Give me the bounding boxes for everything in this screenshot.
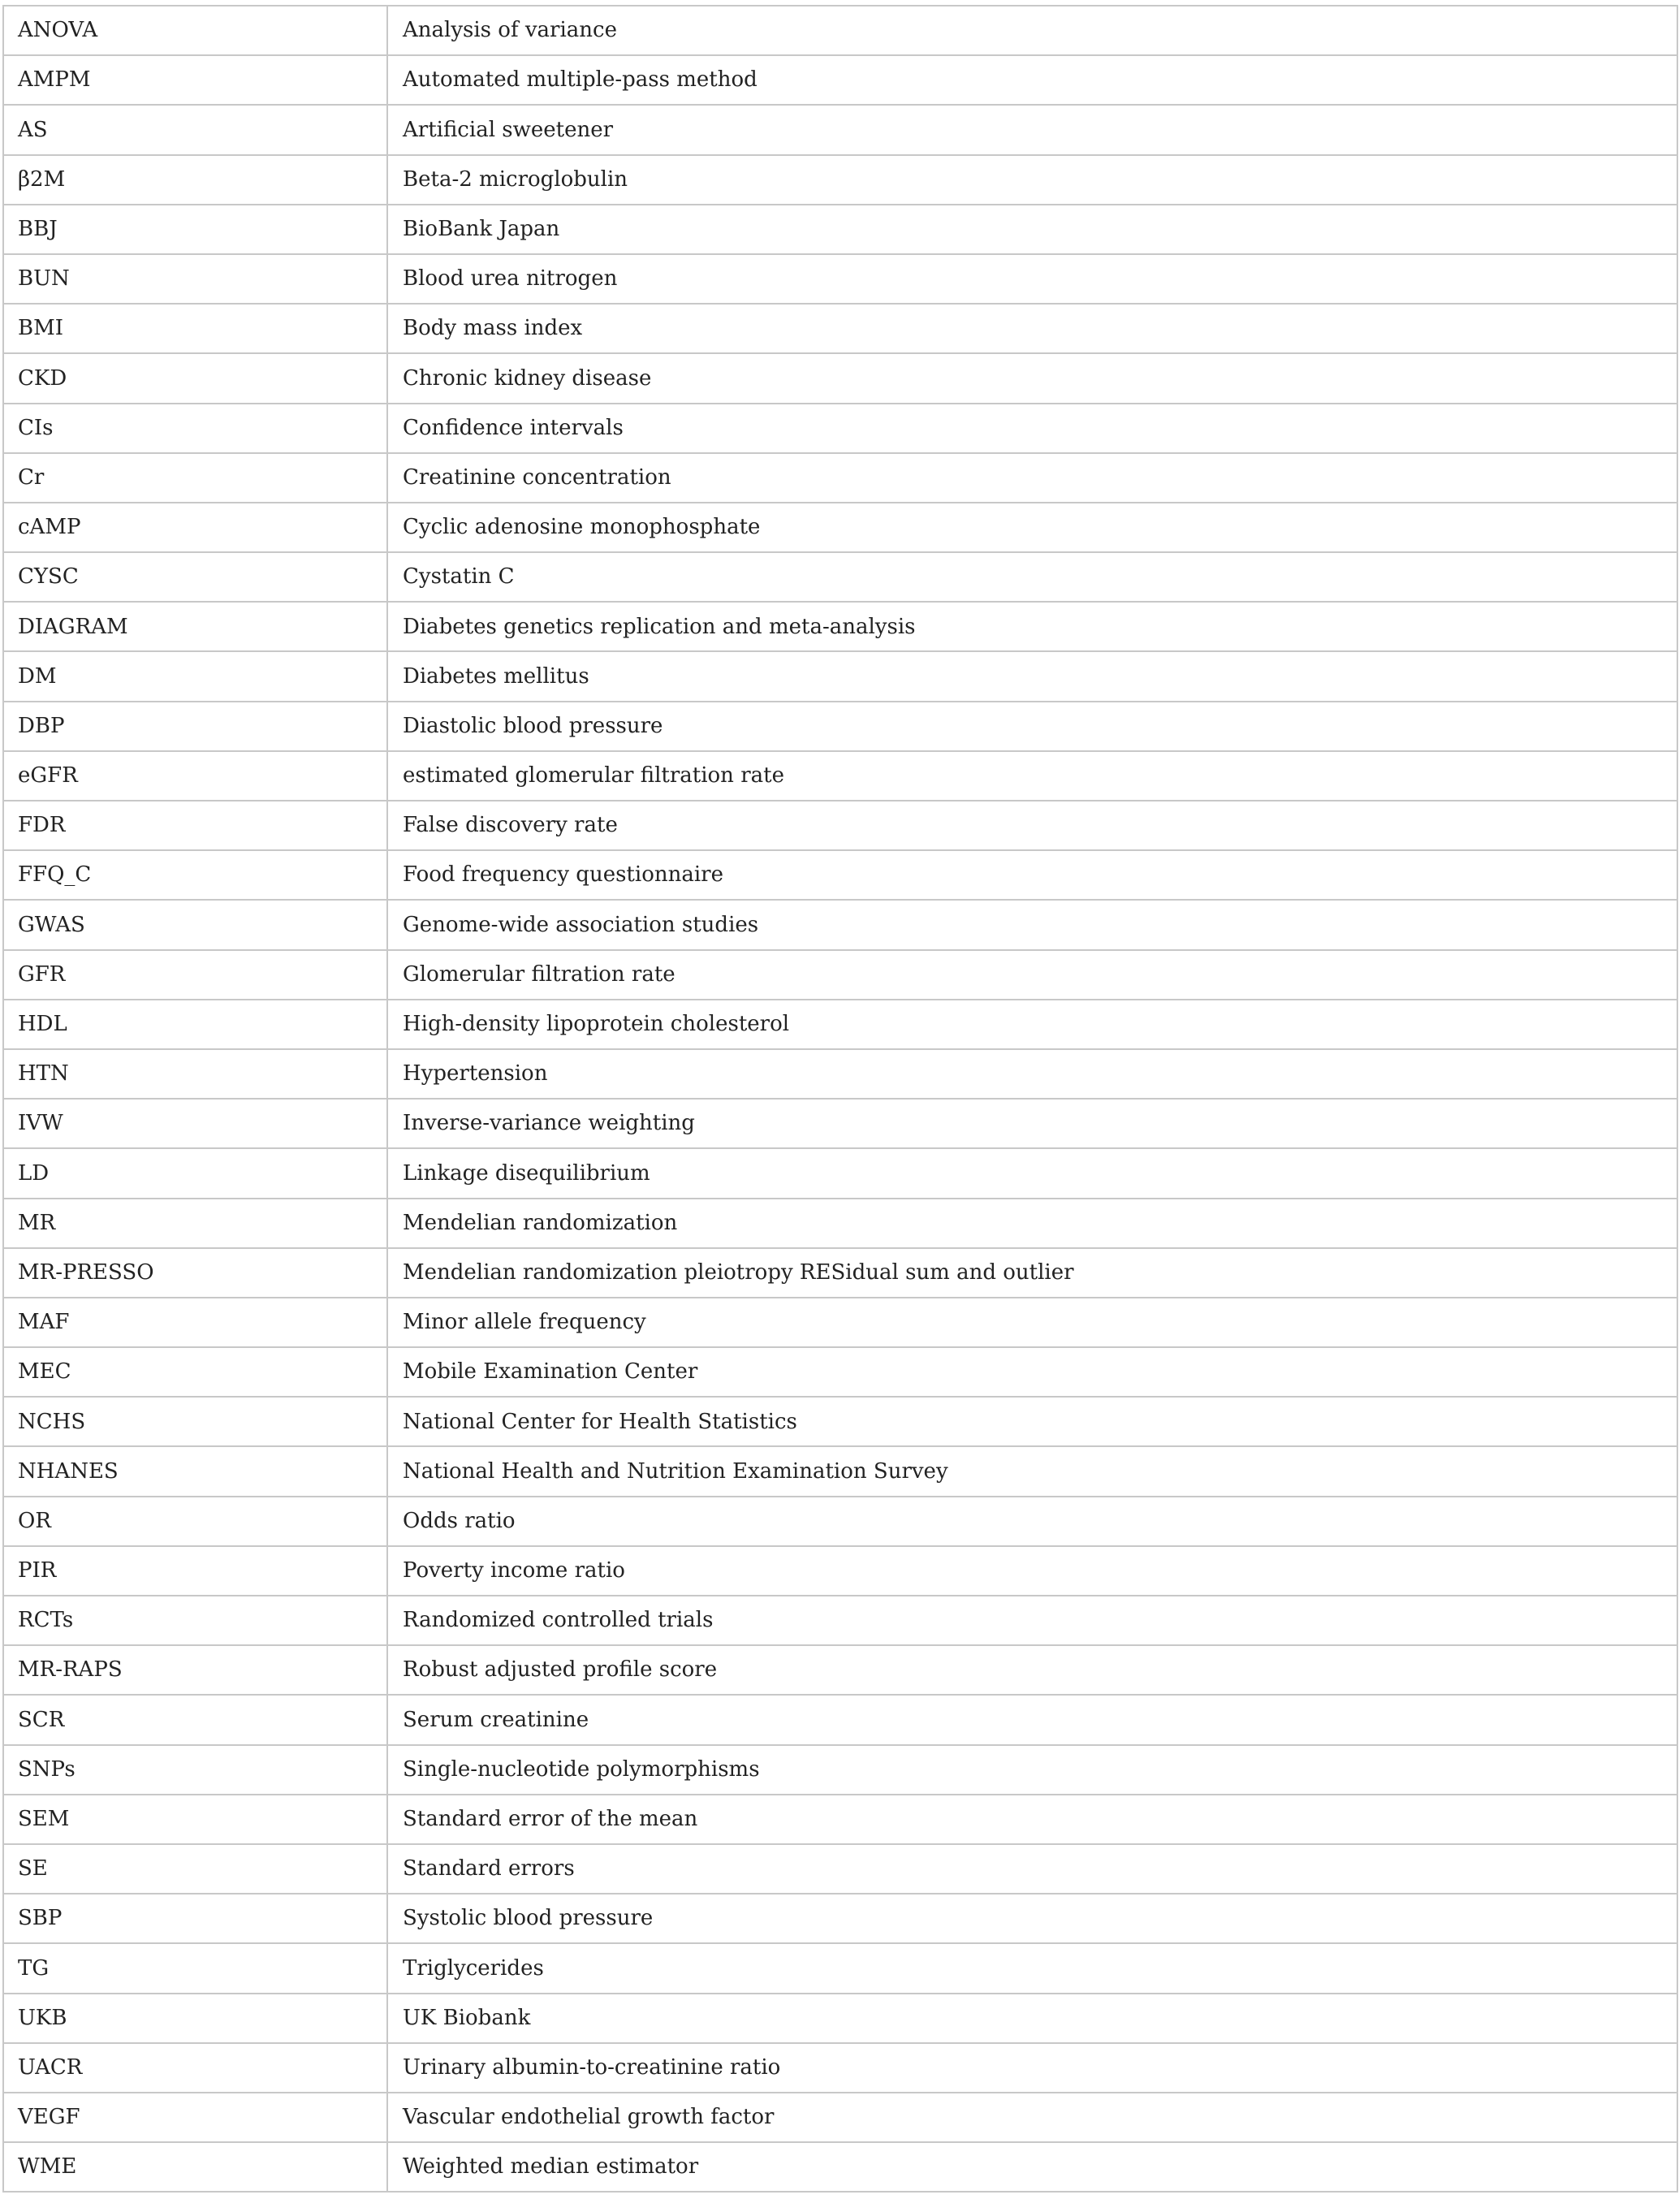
table-row xyxy=(3,1199,1677,1248)
table-row xyxy=(3,1497,1677,1546)
abbreviation-cell: SE xyxy=(3,1844,387,1894)
abbreviation-cell: DBP xyxy=(3,702,387,751)
definition-cell: False discovery rate xyxy=(387,801,1677,850)
abbreviation-cell: MAF xyxy=(3,1298,387,1347)
abbreviation-cell: MR-PRESSO xyxy=(3,1248,387,1298)
abbreviation-cell: HDL xyxy=(3,1000,387,1049)
definition-cell: Triglycerides xyxy=(387,1943,1677,1993)
table-row xyxy=(3,602,1677,651)
definition-cell: Genome-wide association studies xyxy=(387,900,1677,949)
definition-cell: Cyclic adenosine monophosphate xyxy=(387,503,1677,552)
definition-cell: Chronic kidney disease xyxy=(387,353,1677,403)
definition-cell: High-density lipoprotein cholesterol xyxy=(387,1000,1677,1049)
definition-cell: Glomerular filtration rate xyxy=(387,950,1677,1000)
table-row xyxy=(3,2142,1677,2192)
definition-cell: Weighted median estimator xyxy=(387,2142,1677,2192)
table-row xyxy=(3,1000,1677,1049)
definition-cell: Diastolic blood pressure xyxy=(387,702,1677,751)
definition-cell: Standard error of the mean xyxy=(387,1795,1677,1844)
table-row xyxy=(3,503,1677,552)
abbreviation-cell: CKD xyxy=(3,353,387,403)
definition-cell: Robust adjusted profile score xyxy=(387,1645,1677,1695)
table-row xyxy=(3,2093,1677,2142)
definition-cell: National Health and Nutrition Examination Survey xyxy=(387,1446,1677,1496)
table-row xyxy=(3,2043,1677,2093)
abbreviation-cell: NHANES xyxy=(3,1446,387,1496)
table-row xyxy=(3,105,1677,154)
definition-cell: Cystatin C xyxy=(387,552,1677,602)
definition-cell: Artificial sweetener xyxy=(387,105,1677,154)
table-row xyxy=(3,1546,1677,1596)
table-row xyxy=(3,1298,1677,1347)
table-row xyxy=(3,1795,1677,1844)
definition-cell: Body mass index xyxy=(387,304,1677,353)
abbreviation-cell: IVW xyxy=(3,1099,387,1148)
definition-cell: Confidence intervals xyxy=(387,404,1677,453)
abbreviation-cell: cAMP xyxy=(3,503,387,552)
definition-cell: Standard errors xyxy=(387,1844,1677,1894)
table-row xyxy=(3,1446,1677,1496)
table-row xyxy=(3,900,1677,949)
definition-cell: UK Biobank xyxy=(387,1994,1677,2043)
abbreviation-cell: MR xyxy=(3,1199,387,1248)
definition-cell: Randomized controlled trials xyxy=(387,1596,1677,1645)
table-row xyxy=(3,155,1677,205)
abbreviations-table xyxy=(2,5,1678,2193)
definition-cell: BioBank Japan xyxy=(387,205,1677,254)
definition-cell: Mendelian randomization xyxy=(387,1199,1677,1248)
table-row xyxy=(3,55,1677,105)
abbreviation-cell: SBP xyxy=(3,1894,387,1943)
abbreviation-cell: WME xyxy=(3,2142,387,2192)
abbreviation-cell: SCR xyxy=(3,1695,387,1744)
abbreviation-cell: GWAS xyxy=(3,900,387,949)
definition-cell: Blood urea nitrogen xyxy=(387,254,1677,304)
table-row xyxy=(3,1695,1677,1744)
table-row xyxy=(3,254,1677,304)
table-row xyxy=(3,1347,1677,1397)
definition-cell: Creatinine concentration xyxy=(387,453,1677,503)
table-row xyxy=(3,1099,1677,1148)
table-row xyxy=(3,1645,1677,1695)
definition-cell: Diabetes mellitus xyxy=(387,651,1677,701)
table-row xyxy=(3,702,1677,751)
table-row xyxy=(3,1943,1677,1993)
table-row xyxy=(3,304,1677,353)
abbreviation-cell: ANOVA xyxy=(3,6,387,55)
abbreviation-cell: BMI xyxy=(3,304,387,353)
definition-cell: Analysis of variance xyxy=(387,6,1677,55)
table-row xyxy=(3,6,1677,55)
table-row xyxy=(3,751,1677,801)
definition-cell: Serum creatinine xyxy=(387,1695,1677,1744)
table-row xyxy=(3,453,1677,503)
table-row xyxy=(3,1148,1677,1198)
abbreviation-cell: MR-RAPS xyxy=(3,1645,387,1695)
table-row xyxy=(3,850,1677,900)
definition-cell: Food frequency questionnaire xyxy=(387,850,1677,900)
table-row xyxy=(3,1397,1677,1446)
abbreviation-cell: RCTs xyxy=(3,1596,387,1645)
abbreviation-cell: PIR xyxy=(3,1546,387,1596)
definition-cell: Poverty income ratio xyxy=(387,1546,1677,1596)
definition-cell: Minor allele frequency xyxy=(387,1298,1677,1347)
abbreviation-cell: HTN xyxy=(3,1049,387,1099)
abbreviation-cell: β2M xyxy=(3,155,387,205)
definition-cell: Diabetes genetics replication and meta-analysis xyxy=(387,602,1677,651)
definition-cell: Linkage disequilibrium xyxy=(387,1148,1677,1198)
table-row xyxy=(3,1596,1677,1645)
table-row xyxy=(3,1745,1677,1795)
definition-cell: Beta-2 microglobulin xyxy=(387,155,1677,205)
definition-cell: Inverse-variance weighting xyxy=(387,1099,1677,1148)
abbreviation-cell: OR xyxy=(3,1497,387,1546)
abbreviation-cell: TG xyxy=(3,1943,387,1993)
definition-cell: Mendelian randomization pleiotropy RESidual sum and outlier xyxy=(387,1248,1677,1298)
abbreviation-cell: eGFR xyxy=(3,751,387,801)
definition-cell: Mobile Examination Center xyxy=(387,1347,1677,1397)
definition-cell: estimated glomerular filtration rate xyxy=(387,751,1677,801)
definition-cell: Urinary albumin-to-creatinine ratio xyxy=(387,2043,1677,2093)
table-row xyxy=(3,205,1677,254)
table-row xyxy=(3,801,1677,850)
abbreviation-cell: GFR xyxy=(3,950,387,1000)
table-row xyxy=(3,1844,1677,1894)
abbreviation-cell: UKB xyxy=(3,1994,387,2043)
definition-cell: Single-nucleotide polymorphisms xyxy=(387,1745,1677,1795)
abbreviation-cell: SNPs xyxy=(3,1745,387,1795)
abbreviation-cell: BBJ xyxy=(3,205,387,254)
abbreviation-cell: MEC xyxy=(3,1347,387,1397)
abbreviation-cell: DM xyxy=(3,651,387,701)
abbreviation-cell: VEGF xyxy=(3,2093,387,2142)
abbreviation-cell: FFQ_C xyxy=(3,850,387,900)
definition-cell: Odds ratio xyxy=(387,1497,1677,1546)
abbreviation-cell: FDR xyxy=(3,801,387,850)
table-row xyxy=(3,1248,1677,1298)
table-row xyxy=(3,1994,1677,2043)
table-row xyxy=(3,1894,1677,1943)
table-row xyxy=(3,1049,1677,1099)
abbreviation-cell: NCHS xyxy=(3,1397,387,1446)
abbreviations-table-body xyxy=(3,6,1677,2192)
definition-cell: Systolic blood pressure xyxy=(387,1894,1677,1943)
abbreviation-cell: LD xyxy=(3,1148,387,1198)
abbreviation-cell: DIAGRAM xyxy=(3,602,387,651)
abbreviation-cell: BUN xyxy=(3,254,387,304)
abbreviation-cell: SEM xyxy=(3,1795,387,1844)
definition-cell: Vascular endothelial growth factor xyxy=(387,2093,1677,2142)
definition-cell: Hypertension xyxy=(387,1049,1677,1099)
table-row xyxy=(3,950,1677,1000)
table-row xyxy=(3,552,1677,602)
abbreviation-cell: CYSC xyxy=(3,552,387,602)
abbreviation-cell: AS xyxy=(3,105,387,154)
definition-cell: Automated multiple-pass method xyxy=(387,55,1677,105)
abbreviation-cell: AMPM xyxy=(3,55,387,105)
abbreviation-cell: UACR xyxy=(3,2043,387,2093)
definition-cell: National Center for Health Statistics xyxy=(387,1397,1677,1446)
table-row xyxy=(3,353,1677,403)
abbreviation-cell: Cr xyxy=(3,453,387,503)
table-row xyxy=(3,651,1677,701)
abbreviation-cell: CIs xyxy=(3,404,387,453)
table-row xyxy=(3,404,1677,453)
